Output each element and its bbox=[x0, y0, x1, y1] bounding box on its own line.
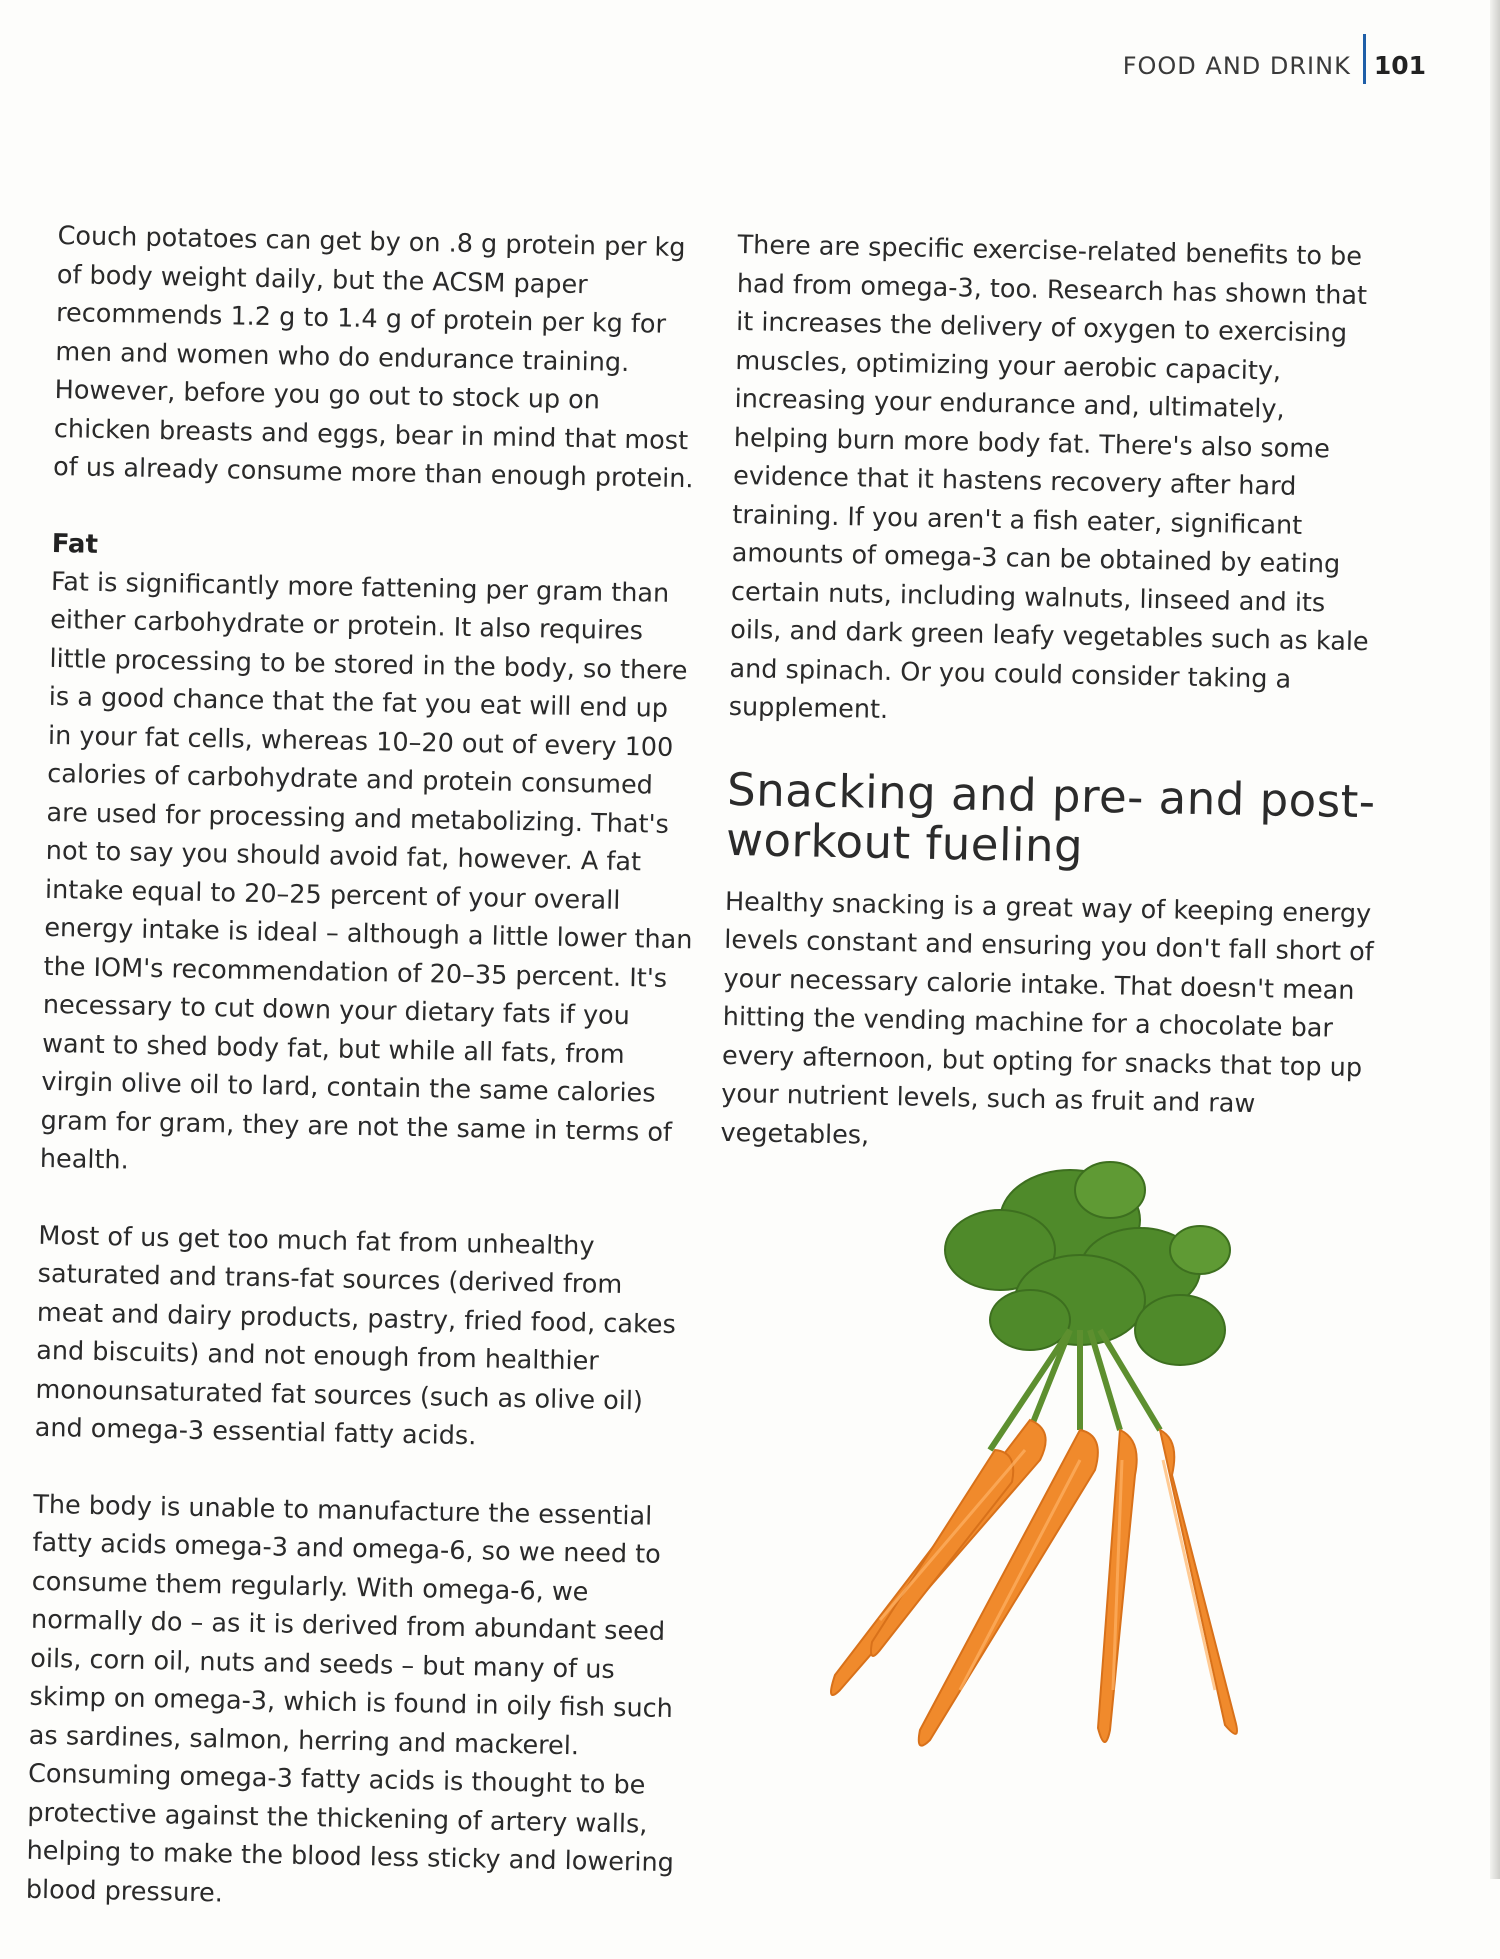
fat-paragraph-2: Most of us get too much fat from unhealthy saturated and trans-fat sources (derived from meat and dairy products, pastry, fried food, cakes and biscuits) and not enough from healthier monounsaturated fat sources (such as olive oil) and omega-3 essential fatty acids. bbox=[34, 1220, 677, 1452]
carrot-roots bbox=[831, 1420, 1237, 1746]
header-rule bbox=[1363, 34, 1366, 84]
fat-paragraph-1: Fat is significantly more fattening per gram than either carbohydrate or protein. It also requires little processing to be stored in the body, so there is a good chance that the fat you eat will end up in your fat cells, whereas 10–20 out of every 100 calories of carbohydrate and protein consumed are used for processing and metabolizing. That's not to say you should avoid fat, however. A fat intake equal to 20–25 percent of your overall energy intake is ideal – although a little lower than the IOM's recommendation of 20–35 percent. It's necessary to cut down your dietary fats if you want to shed body fat, but while all fats, from virgin olive oil to lard, contain the same calories gram for gram, they are not the same in terms of health. bbox=[39, 566, 693, 1176]
left-column bbox=[25, 217, 708, 1959]
snacking-heading: Snacking and pre- and post-workout fueling bbox=[725, 762, 1377, 873]
section-title: FOOD AND DRINK bbox=[1122, 52, 1351, 80]
intro-paragraph: Couch potatoes can get by on .8 g protein per kg of body weight daily, but the ACSM paper recommends 1.2 g to 1.4 g of protein per kg for men and women who do endurance training. However, before you go out to stock up on chicken breasts and eggs, bear in mind that most of us already consume more than enough protein. bbox=[52, 220, 694, 495]
page-edge-shadow bbox=[1490, 0, 1500, 1879]
running-header bbox=[1123, 34, 1426, 84]
fat-paragraph-3: The body is unable to manufacture the essential fatty acids omega-3 and omega-6, so we need to consume them regularly. With omega-6, we normally do – as it is derived from abundant seed oils, corn oil, nuts and seeds – but many of us skimp on omega-3, which is found in oily fish such as sardines, salmon, herring and mackerel. Consuming omega-3 fatty acids is thought to be protective against the thickening of artery walls, helping to make the blood less sticky and lowering blood pressure. bbox=[25, 1489, 675, 1908]
omega-paragraph: There are specific exercise-related benefits to be had from omega-3, too. Research has shown that it increases the delivery of oxygen to exercising muscles, optimizing your aerobic capacity, increasing your endurance and, ultimately, helping burn more body fat. There's also some evidence that it hastens recovery after hard training. If you aren't a fish eater, significant amounts of omega-3 can be obtained by eating certain nuts, including walnuts, linseed and its oils, and dark green leafy vegetables such as kale and spinach. Or you could consider taking a supplement. bbox=[728, 229, 1369, 725]
page-number: 101 bbox=[1373, 51, 1426, 80]
fat-heading: Fat bbox=[51, 528, 99, 560]
carrot-greens bbox=[945, 1162, 1230, 1365]
carrots-photo bbox=[780, 1130, 1340, 1780]
snacking-paragraph: Healthy snacking is a great way of keeping energy levels constant and ensuring you don't fall short of your necessary calorie intake. That doesn't mean hitting the vending machine for a chocolate bar every afternoon, but opting for snacks that top up your nutrient levels, such as fruit and raw vegetables, bbox=[720, 886, 1374, 1151]
right-column bbox=[719, 226, 1387, 1202]
